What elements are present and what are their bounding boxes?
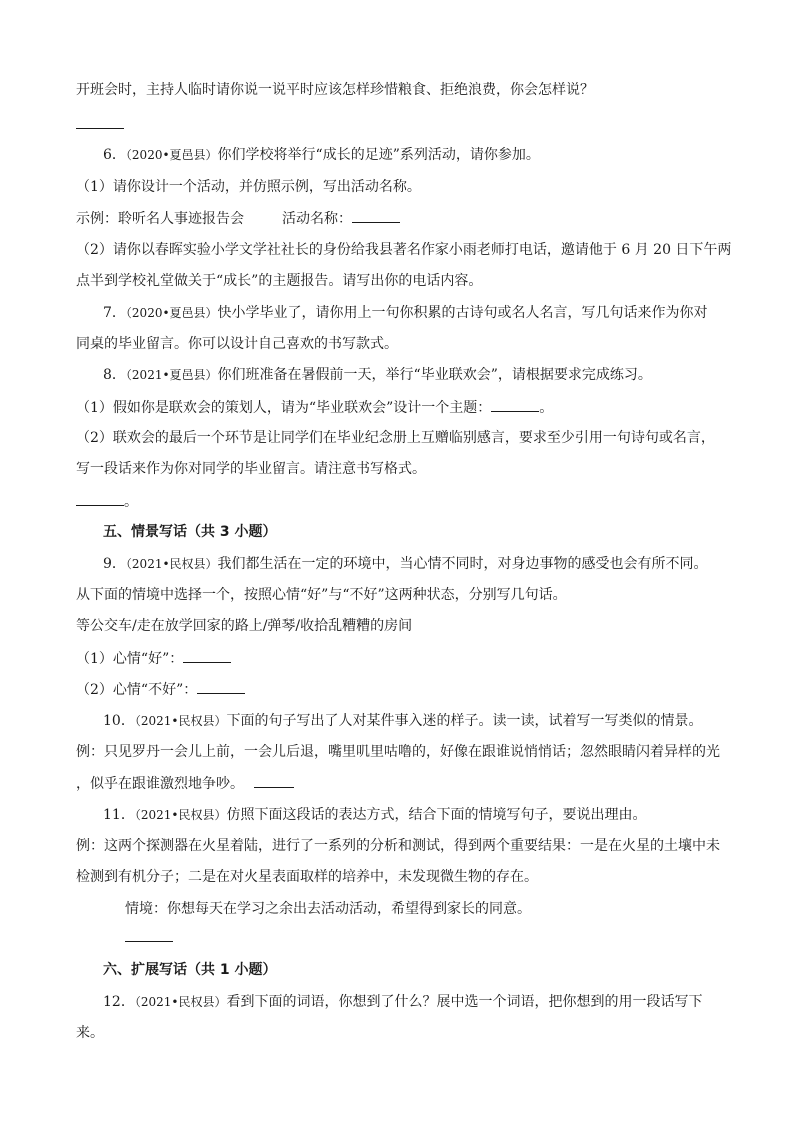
q11-situation: 情境：你想每天在学习之余出去活动活动，希望得到家长的同意。 <box>125 901 531 917</box>
answer-blank <box>254 773 294 788</box>
answer-blank <box>491 397 539 412</box>
question-source: （2021•民权县） <box>134 995 227 1009</box>
example-text: 示例：聆听名人事迹报告会 <box>76 211 244 227</box>
q12-stem <box>103 992 702 1012</box>
period: 。 <box>539 400 554 416</box>
example-text: ，似乎在跟谁激烈地争吵。 <box>76 776 244 792</box>
q10-example-line-1: 例：只见罗丹一会儿上前，一会儿后退，嘴里叽里咕噜的，好像在跟谁说悄悄话；忽然眼睛闪着异样的光 <box>76 744 720 760</box>
question-source: （2021•民权县） <box>134 714 227 728</box>
answer-blank <box>183 648 231 663</box>
q12-line-2: 来。 <box>76 1025 104 1041</box>
q8-part-1 <box>76 397 553 418</box>
q7-line-2: 同桌的毕业留言。你可以设计自己喜欢的书写款式。 <box>76 336 398 352</box>
q8-part-2-line-1: （2）联欢会的最后一个环节是让同学们在毕业纪念册上互赠临别感言，要求至少引用一句诗句或名言， <box>76 430 715 446</box>
question-text: 你们学校将举行“成长的足迹”系列活动，请你参加。 <box>217 147 540 163</box>
question-number: 8． <box>103 367 126 383</box>
question-number: 6． <box>103 147 126 163</box>
question-number: 11． <box>103 807 135 823</box>
section-heading-5: 五、情景写话（共 3 小题） <box>103 524 277 540</box>
question-number: 12． <box>103 994 135 1010</box>
q10-stem <box>103 711 702 731</box>
q11-stem <box>103 805 646 825</box>
answer-blank <box>352 208 400 223</box>
question-number: 7． <box>103 305 126 321</box>
q6-part-2-line-2: 点半到学校礼堂做关于“成长”的主题报告。请写出你的电话内容。 <box>76 273 483 289</box>
question-text: 你们班准备在暑假前一天，举行“毕业联欢会”，请根据要求完成练习。 <box>217 367 652 383</box>
answer-blank <box>125 941 173 942</box>
question-source: （2021•夏邑县） <box>125 368 218 382</box>
question-source: （2020•夏邑县） <box>125 306 218 320</box>
answer-blank <box>76 128 124 129</box>
q9-options: 等公交车/走在放学回家的路上/弹琴/收拾乱糟糟的房间 <box>76 618 413 634</box>
q7-stem <box>103 303 708 323</box>
answer-blank <box>76 491 124 506</box>
question-text: 我们都生活在一定的环境中，当心情不同时，对身边事物的感受也会有所不同。 <box>217 556 708 572</box>
section-heading-6: 六、扩展写话（共 1 小题） <box>103 962 277 978</box>
q6-stem <box>103 145 540 165</box>
question-text: 快小学毕业了，请你用上一句你积累的古诗句或名人名言，写几句话来作为你对 <box>217 305 708 321</box>
period: 。 <box>124 494 138 510</box>
q8-part-2-line-2: 写一段话来作为你对同学的毕业留言。请注意书写格式。 <box>76 461 426 477</box>
q6-example <box>76 208 400 229</box>
question-number: 10． <box>103 713 135 729</box>
part-text: （2）心情“不好”： <box>76 682 198 698</box>
question-source: （2020•夏邑县） <box>125 148 218 162</box>
question-number: 9． <box>103 556 126 572</box>
q9-part-2 <box>76 679 245 700</box>
question-text: 下面的句子写出了人对某件事入迷的样子。读一读，试着写一写类似的情景。 <box>226 713 703 729</box>
q9-part-1 <box>76 648 231 669</box>
q9-stem <box>103 554 708 574</box>
q5-line-1: 开班会时，主持人临时请你说一说平时应该怎样珍惜粮食、拒绝浪费，你会怎样说？ <box>76 82 594 98</box>
q11-example-line-2: 检测到有机分子；二是在对火星表面取样的培养中，未发现微生物的存在。 <box>76 869 538 885</box>
q8-answer <box>76 491 138 512</box>
part-text: （1）假如你是联欢会的策划人，请为“毕业联欢会”设计一个主题： <box>76 400 492 416</box>
question-source: （2021•民权县） <box>125 557 218 571</box>
part-text: （1）心情“好”： <box>76 651 184 667</box>
q10-example-line-2 <box>76 773 294 794</box>
q6-part-1: （1）请你设计一个活动，并仿照示例，写出活动名称。 <box>76 179 421 195</box>
q11-example-line-1: 例：这两个探测器在火星着陆，进行了一系列的分析和测试，得到两个重要结果：一是在火星的土壤中未 <box>76 838 720 854</box>
q9-line-2: 从下面的情境中选择一个，按照心情“好”与“不好”这两种状态，分别写几句话。 <box>76 587 567 603</box>
question-text: 看到下面的词语，你想到了什么？展中选一个词语，把你想到的用一段话写下 <box>226 994 703 1010</box>
question-text: 仿照下面这段话的表达方式，结合下面的情境写句子，要说出理由。 <box>226 807 647 823</box>
activity-label: 活动名称： <box>282 211 352 227</box>
q6-part-2-line-1: （2）请你以春晖实验小学文学社社长的身份给我县著名作家小雨老师打电话，邀请他于 6 月 20 日下午两 <box>76 242 732 258</box>
question-source: （2021•民权县） <box>134 808 227 822</box>
answer-blank <box>197 679 245 694</box>
q8-stem <box>103 365 652 385</box>
